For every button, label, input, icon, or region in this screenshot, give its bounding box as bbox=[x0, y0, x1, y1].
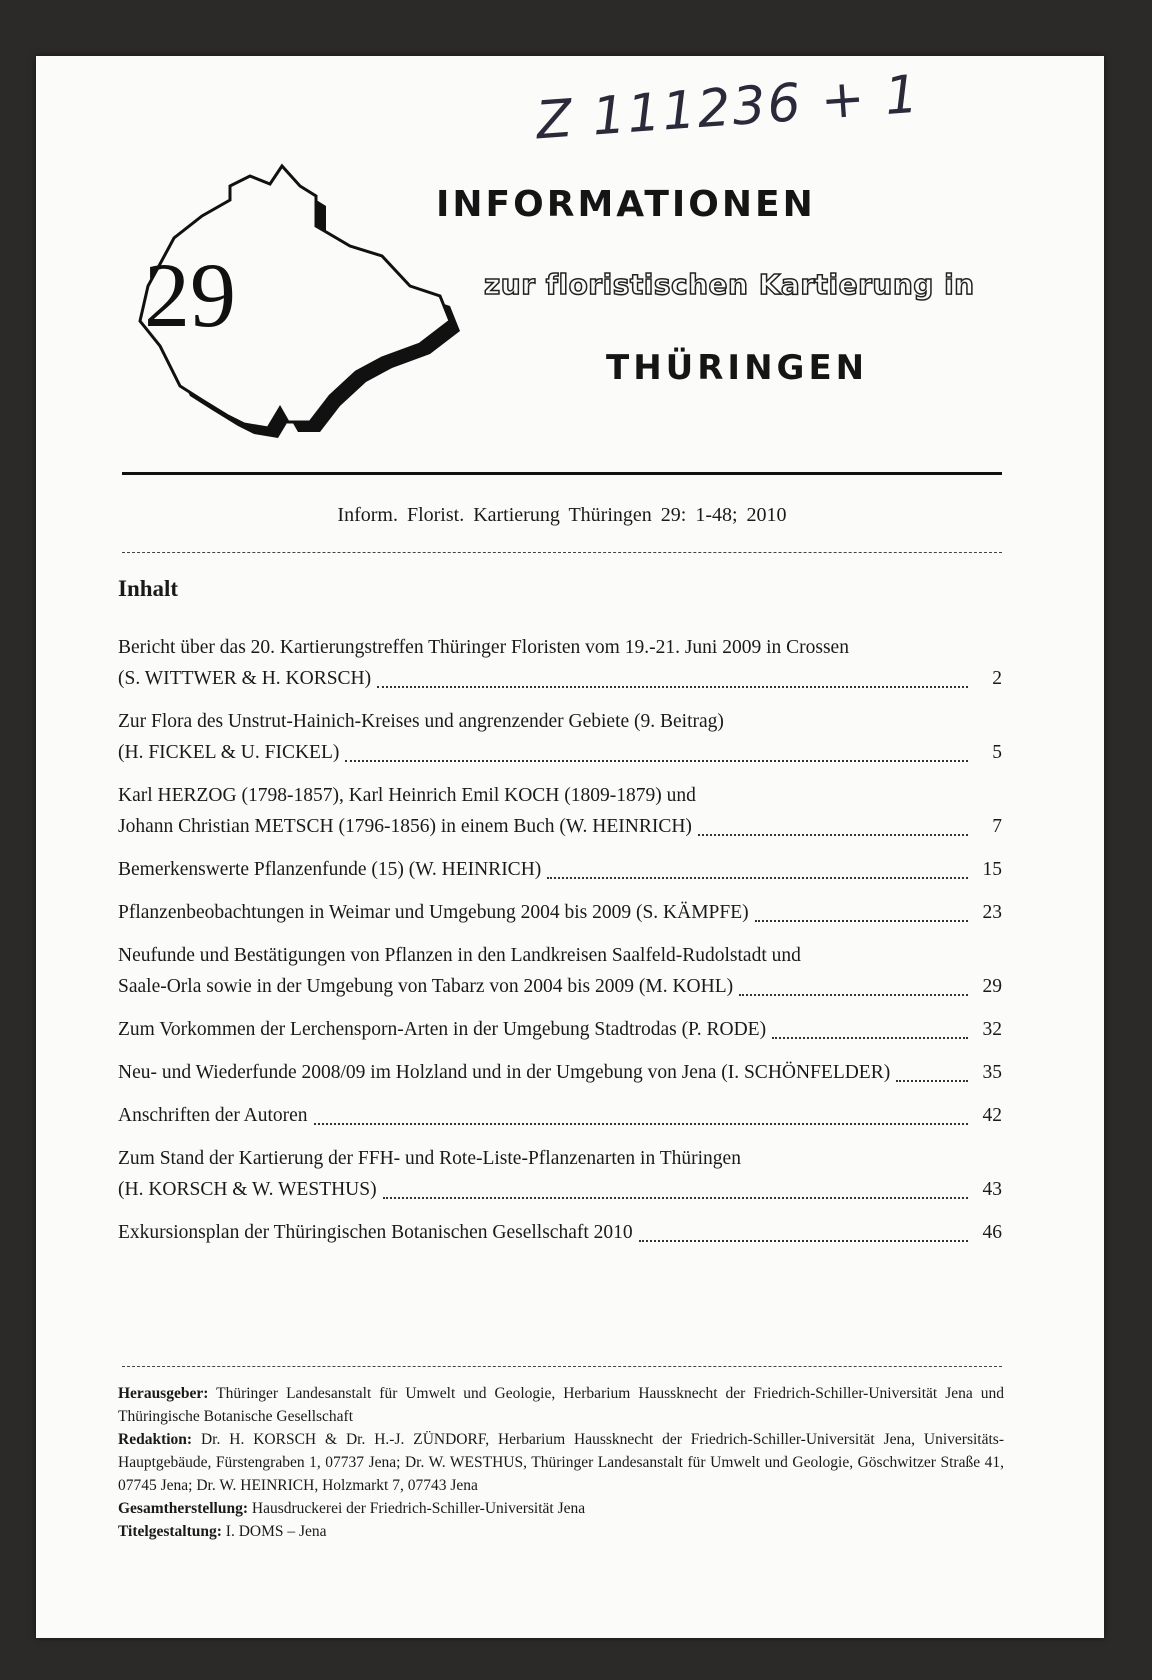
toc-entry bbox=[118, 897, 1002, 928]
imprint bbox=[118, 1382, 1004, 1543]
title-main: INFORMATIONEN bbox=[436, 184, 816, 225]
issue-number: 29 bbox=[144, 244, 236, 346]
toc-entry bbox=[118, 706, 1002, 768]
imprint-production bbox=[118, 1497, 1004, 1520]
table-of-contents bbox=[118, 632, 1002, 1260]
toc-entry-line bbox=[118, 706, 1002, 737]
imprint-editors-label: Redaktion: bbox=[118, 1431, 193, 1448]
toc-leader-dots bbox=[314, 1123, 968, 1125]
toc-page-number: 42 bbox=[982, 1105, 1002, 1126]
imprint-cover bbox=[118, 1520, 1004, 1543]
contents-heading: Inhalt bbox=[118, 576, 179, 601]
toc-entry bbox=[118, 1057, 1002, 1088]
toc-leader-dots bbox=[639, 1240, 968, 1242]
toc-page-number: 29 bbox=[982, 976, 1002, 997]
toc-leader-dots bbox=[739, 994, 968, 996]
imprint-cover-text: I. DOMS – Jena bbox=[225, 1523, 327, 1540]
imprint-publisher-label: Herausgeber: bbox=[118, 1385, 209, 1402]
toc-entry-text: (S. WITTWER & H. KORSCH) bbox=[118, 668, 372, 689]
toc-entry-line bbox=[118, 971, 1002, 1002]
handwritten-shelf-mark: Z 111236 + 1 bbox=[534, 64, 922, 152]
divider-thick bbox=[122, 472, 1002, 475]
toc-entry-text: Bemerkenswerte Pflanzenfunde (15) (W. HEINRICH) bbox=[118, 859, 542, 880]
toc-entry-line bbox=[118, 1014, 1002, 1045]
title-region: THÜRINGEN bbox=[606, 348, 869, 388]
toc-leader-dots bbox=[377, 686, 968, 688]
toc-entry-text: Zum Vorkommen der Lerchensporn-Arten in der Umgebung Stadtrodas (P. RODE) bbox=[118, 1019, 767, 1040]
toc-entry bbox=[118, 854, 1002, 885]
toc-leader-dots bbox=[547, 877, 968, 879]
toc-entry-text: Bericht über das 20. Kartierungstreffen Thüringer Floristen vom 19.-21. Juni 2009 in Crossen bbox=[118, 637, 849, 658]
toc-entry-line bbox=[118, 854, 1002, 885]
toc-entry-text: (H. FICKEL & U. FICKEL) bbox=[118, 742, 340, 763]
toc-entry-text: (H. KORSCH & W. WESTHUS) bbox=[118, 1179, 377, 1200]
toc-leader-dots bbox=[698, 834, 968, 836]
toc-entry-text: Neufunde und Bestätigungen von Pflanzen in den Landkreisen Saalfeld-Rudolstadt und bbox=[118, 945, 801, 966]
toc-entry bbox=[118, 940, 1002, 1002]
toc-entry-line bbox=[118, 1100, 1002, 1131]
toc-entry-text: Johann Christian METSCH (1796-1856) in einem Buch (W. HEINRICH) bbox=[118, 816, 692, 837]
toc-page-number: 32 bbox=[982, 1019, 1002, 1040]
title-subtitle: zur floristischen Kartierung in bbox=[484, 268, 975, 301]
toc-entry-line bbox=[118, 780, 1002, 811]
toc-entry bbox=[118, 1217, 1002, 1248]
toc-leader-dots bbox=[896, 1080, 968, 1082]
toc-page-number: 15 bbox=[982, 859, 1002, 880]
toc-entry-text: Karl HERZOG (1798-1857), Karl Heinrich Emil KOCH (1809-1879) und bbox=[118, 785, 696, 806]
toc-page-number: 35 bbox=[982, 1062, 1002, 1083]
toc-entry-line bbox=[118, 1174, 1002, 1205]
toc-entry-line bbox=[118, 940, 1002, 971]
toc-entry bbox=[118, 1014, 1002, 1045]
toc-page-number: 2 bbox=[992, 668, 1002, 689]
toc-entry-line bbox=[118, 632, 1002, 663]
toc-entry-text: Pflanzenbeobachtungen in Weimar und Umgebung 2004 bis 2009 (S. KÄMPFE) bbox=[118, 902, 749, 923]
imprint-production-text: Hausdruckerei der Friedrich-Schiller-Universität Jena bbox=[251, 1500, 586, 1517]
toc-entry-line bbox=[118, 811, 1002, 842]
toc-page-number: 23 bbox=[982, 902, 1002, 923]
imprint-cover-label: Titelgestaltung: bbox=[118, 1523, 222, 1540]
imprint-editors bbox=[118, 1428, 1004, 1497]
toc-entry bbox=[118, 632, 1002, 694]
imprint-editors-text: Dr. H. KORSCH & Dr. H.-J. ZÜNDORF, Herbarium Haussknecht der Friedrich-Schiller-Universität Jena, Universitäts-Hauptgebäude, Fürstengraben 1, 07737 Jena; Dr. W. WESTHUS, Thüringer Landesanstalt für Umwelt und Geologie, Göschwitzer Straße 41, 07745 Jena; Dr. W. HEINRICH, Holzmarkt 7, 07743 Jena bbox=[118, 1431, 1004, 1494]
toc-entry-text: Exkursionsplan der Thüringischen Botanischen Gesellschaft 2010 bbox=[118, 1222, 633, 1243]
toc-entry-line bbox=[118, 897, 1002, 928]
toc-page-number: 5 bbox=[992, 742, 1002, 763]
document-page bbox=[36, 56, 1104, 1638]
toc-entry bbox=[118, 1100, 1002, 1131]
toc-entry-text: Zur Flora des Unstrut-Hainich-Kreises und angrenzender Gebiete (9. Beitrag) bbox=[118, 711, 724, 732]
divider-dashed-bottom bbox=[122, 1366, 1002, 1367]
toc-entry-line bbox=[118, 1057, 1002, 1088]
imprint-production-label: Gesamtherstellung: bbox=[118, 1500, 249, 1517]
toc-entry-line bbox=[118, 1217, 1002, 1248]
imprint-publisher-text: Thüringer Landesanstalt für Umwelt und Geologie, Herbarium Haussknecht der Friedrich-Schiller-Universität Jena und Thüringische Botanische Gesellschaft bbox=[118, 1385, 1004, 1425]
citation-line: Inform. Florist. Kartierung Thüringen 29: 1-48; 2010 bbox=[337, 504, 787, 526]
divider-dashed-top bbox=[122, 552, 1002, 553]
toc-page-number: 7 bbox=[992, 816, 1002, 837]
toc-entry-line bbox=[118, 663, 1002, 694]
toc-entry-text: Zum Stand der Kartierung der FFH- und Rote-Liste-Pflanzenarten in Thüringen bbox=[118, 1148, 741, 1169]
imprint-publisher bbox=[118, 1382, 1004, 1428]
toc-leader-dots bbox=[772, 1037, 968, 1039]
toc-entry-text: Saale-Orla sowie in der Umgebung von Tabarz von 2004 bis 2009 (M. KOHL) bbox=[118, 976, 734, 997]
toc-entry-text: Anschriften der Autoren bbox=[118, 1105, 308, 1126]
toc-leader-dots bbox=[755, 920, 968, 922]
toc-entry-text: Neu- und Wiederfunde 2008/09 im Holzland und in der Umgebung von Jena (I. SCHÖNFELDER) bbox=[118, 1062, 891, 1083]
toc-entry-line bbox=[118, 1143, 1002, 1174]
toc-entry bbox=[118, 1143, 1002, 1205]
toc-entry bbox=[118, 780, 1002, 842]
toc-entry-line bbox=[118, 737, 1002, 768]
toc-leader-dots bbox=[383, 1197, 968, 1199]
toc-leader-dots bbox=[345, 760, 968, 762]
toc-page-number: 46 bbox=[982, 1222, 1002, 1243]
toc-page-number: 43 bbox=[982, 1179, 1002, 1200]
